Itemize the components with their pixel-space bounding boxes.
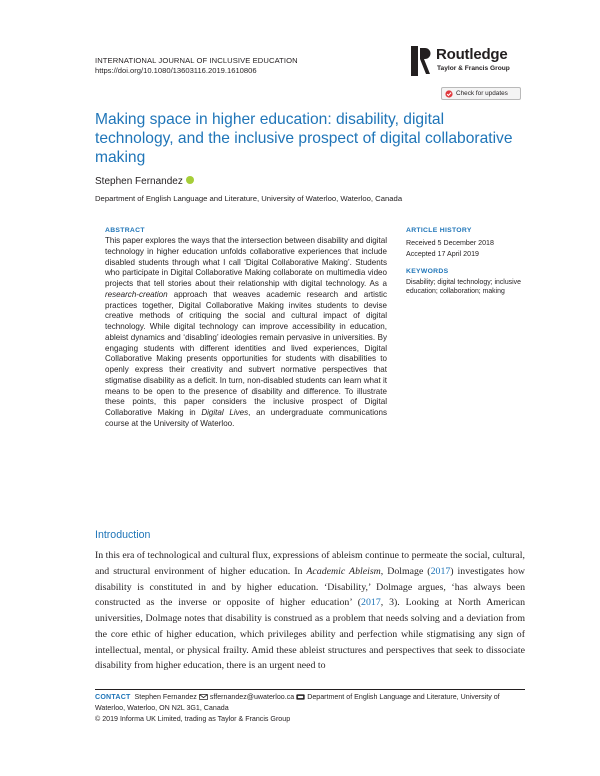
publisher-name: Routledge	[436, 46, 508, 63]
routledge-logo-icon	[411, 46, 431, 76]
abstract-course-name: Digital Lives	[201, 408, 249, 417]
keywords-list: Disability; digital technology; inclusive education; collaboration; making	[406, 279, 521, 296]
contact-address: Department of English Language and Literature, University of Waterloo, Waterloo, ON N2L 3G1, Canada	[95, 693, 500, 713]
contact-email[interactable]: sffernandez@uwaterloo.ca	[209, 693, 295, 701]
article-title: Making space in higher education: disability, digital technology, and the inclusive prospect of digital collaborative making	[95, 111, 513, 166]
email-icon	[199, 694, 208, 700]
contact-name: Stephen Fernandez	[134, 693, 197, 701]
copyright-notice: © 2019 Informa UK Limited, trading as Taylor & Francis Group	[95, 715, 291, 723]
abstract-text	[105, 236, 387, 430]
accepted-date: Accepted 17 April 2019	[406, 249, 479, 258]
citation-link[interactable]: 2017	[361, 597, 381, 609]
introduction-text	[95, 548, 525, 674]
introduction-heading: Introduction	[95, 529, 151, 541]
crossmark-icon	[445, 90, 453, 98]
intro-part-3: ) investigates how disability is constituted in and by higher education. ‘Disability,’ Dolmage argues, ‘has always been constructed as the inverse or opposite of higher education’ (	[95, 565, 525, 609]
publisher-logo[interactable]	[411, 46, 521, 80]
intro-part-1: In this era of technological and cultural flux, expressions of ableism continue to permeate the social, cultural, and structural environment of higher education. In	[95, 550, 525, 577]
journal-name: INTERNATIONAL JOURNAL OF INCLUSIVE EDUCATION	[95, 56, 298, 65]
author-line	[95, 176, 194, 187]
address-icon	[296, 694, 305, 700]
check-for-updates-button[interactable]	[441, 87, 521, 100]
contact-block	[95, 692, 525, 714]
received-date: Received 5 December 2018	[406, 239, 494, 247]
book-title: Academic Ableism	[306, 565, 381, 577]
abstract-part-2: approach that weaves academic research and artistic practices together, Digital Collaborative Making invites students to devise creative methods of critiquing the social and cultural impact of digital technology. While digital technology can improve accessibility in education, ableist dynamics and ‘disabling’ ideologies remain pervasive in universities. By engaging students with different identities and lived experiences, Digital Collaborative Making presents opportunities for students with disabilities to openly express their creativity and subvert normative perspectives that stigmatise disability as a deficit. In turn, non-disabled students can learn what it means to be open to the presence of disability and difference. To illustrate these points, this paper considers the inclusive prospect of Digital Collaborative Making in	[105, 289, 387, 417]
article-history	[406, 238, 494, 259]
contact-label: CONTACT	[95, 693, 131, 701]
author-name[interactable]: Stephen Fernandez	[95, 176, 183, 187]
publisher-subtitle: Taylor & Francis Group	[437, 65, 510, 72]
abstract-part-3: , an undergraduate communications course at the University of Waterloo.	[105, 408, 387, 428]
orcid-icon[interactable]	[186, 176, 194, 184]
footer-divider	[95, 689, 525, 690]
citation-link[interactable]: 2017	[430, 565, 451, 577]
intro-part-4: , 3). Looking at North American universities, Dolmage notes that disability is construed as a problem that needs solving and a deviation from the core ethic of higher education, which privileges ability and perfection while stigmatising any sign of intellectual, mental, or physical frailty. Amid these ableist structures and perspectives that seek to dissociate disability from higher education, there is an urgent need to	[95, 597, 526, 672]
article-history-heading: ARTICLE HISTORY	[406, 227, 472, 234]
intro-part-2: , Dolmage (	[380, 565, 431, 577]
keywords-heading: KEYWORDS	[406, 268, 449, 275]
doi-link[interactable]: https://doi.org/10.1080/13603116.2019.1610806	[95, 66, 257, 75]
check-for-updates-label: Check for updates	[456, 89, 508, 97]
abstract-term-research-creation: research-creation	[105, 289, 168, 299]
abstract-heading: ABSTRACT	[105, 227, 145, 234]
abstract-part-1: This paper explores the ways that the intersection between disability and digital technology in higher education unfolds collaborative experiences that include disabled students through what I call ‘Digital Collaborative Making’. Students who participate in Digital Collaborative Making collaborate on multimedia video projects that tell stories about their relationship with digital technology. As a	[105, 236, 387, 288]
author-affiliation: Department of English Language and Literature, University of Waterloo, Waterloo, Canada	[95, 194, 403, 203]
